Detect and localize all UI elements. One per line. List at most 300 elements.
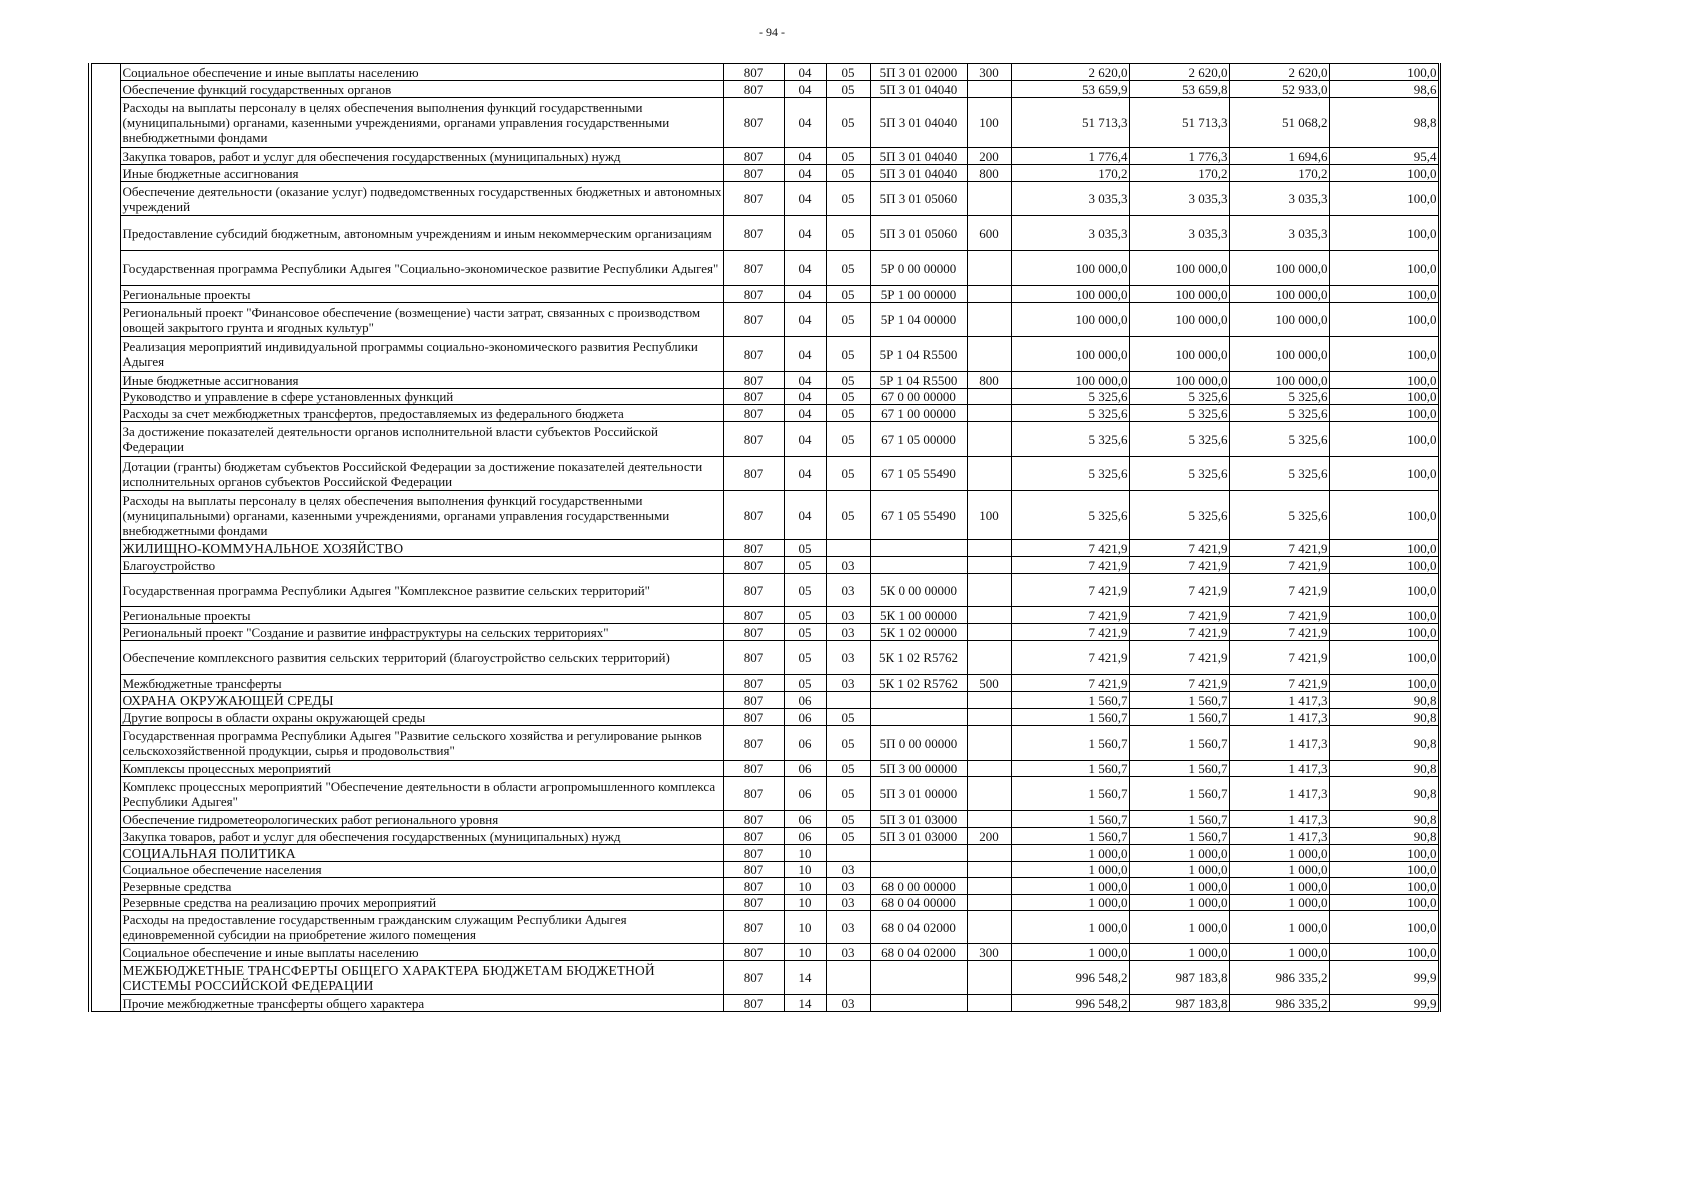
- item-name: МЕЖБЮДЖЕТНЫЕ ТРАНСФЕРТЫ ОБЩЕГО ХАРАКТЕРА БЮДЖЕТАМ БЮДЖЕТНОЙ СИСТЕМЫ РОССИЙСКОЙ ФЕДЕРАЦИИ: [120, 961, 723, 995]
- code-section: 06: [784, 828, 826, 845]
- table-row: [90, 761, 1439, 777]
- code-section: 05: [784, 557, 826, 574]
- amount-1: 100 000,0: [1011, 372, 1129, 389]
- code-section: 05: [784, 574, 826, 607]
- table-row: [90, 862, 1439, 878]
- row-margin-cell: [90, 641, 120, 675]
- code-target-article: 5П 3 01 04040: [870, 98, 967, 148]
- amount-3: 7 421,9: [1229, 540, 1329, 557]
- code-expense-type: 200: [967, 828, 1011, 845]
- code-ved: 807: [723, 165, 784, 182]
- item-name: Закупка товаров, работ и услуг для обеспечения государственных (муниципальных) нужд: [120, 148, 723, 165]
- item-name: Социальное обеспечение населения: [120, 862, 723, 878]
- code-target-article: 5Р 0 00 00000: [870, 251, 967, 286]
- amount-3: 5 325,6: [1229, 389, 1329, 405]
- code-ved: 807: [723, 64, 784, 81]
- code-expense-type: [967, 607, 1011, 624]
- code-expense-type: 800: [967, 165, 1011, 182]
- code-ved: 807: [723, 574, 784, 607]
- code-subsection: 05: [826, 303, 870, 337]
- code-target-article: 67 1 05 55490: [870, 457, 967, 491]
- code-expense-type: [967, 557, 1011, 574]
- amount-3: 3 035,3: [1229, 216, 1329, 251]
- code-expense-type: [967, 911, 1011, 944]
- amount-2: 2 620,0: [1129, 64, 1229, 81]
- code-subsection: 05: [826, 182, 870, 216]
- amount-2: 7 421,9: [1129, 607, 1229, 624]
- amount-1: 100 000,0: [1011, 337, 1129, 372]
- amount-2: 5 325,6: [1129, 491, 1229, 540]
- row-margin-cell: [90, 182, 120, 216]
- code-target-article: 5П 3 01 00000: [870, 777, 967, 811]
- amount-1: 1 000,0: [1011, 895, 1129, 911]
- amount-3: 1 000,0: [1229, 911, 1329, 944]
- percent: 98,8: [1329, 98, 1439, 148]
- code-section: 06: [784, 777, 826, 811]
- percent: 95,4: [1329, 148, 1439, 165]
- code-ved: 807: [723, 845, 784, 862]
- code-ved: 807: [723, 811, 784, 828]
- row-margin-cell: [90, 692, 120, 709]
- code-section: 10: [784, 862, 826, 878]
- code-section: 10: [784, 944, 826, 961]
- amount-3: 7 421,9: [1229, 607, 1329, 624]
- amount-3: 51 068,2: [1229, 98, 1329, 148]
- amount-1: 7 421,9: [1011, 624, 1129, 641]
- amount-2: 1 000,0: [1129, 944, 1229, 961]
- code-target-article: 5К 0 00 00000: [870, 574, 967, 607]
- row-margin-cell: [90, 405, 120, 422]
- code-ved: 807: [723, 148, 784, 165]
- amount-3: 1 417,3: [1229, 777, 1329, 811]
- amount-1: 996 548,2: [1011, 961, 1129, 995]
- code-subsection: 05: [826, 216, 870, 251]
- amount-3: 5 325,6: [1229, 422, 1329, 457]
- code-subsection: 05: [826, 777, 870, 811]
- code-section: 05: [784, 607, 826, 624]
- amount-1: 5 325,6: [1011, 405, 1129, 422]
- amount-3: 1 000,0: [1229, 944, 1329, 961]
- percent: 100,0: [1329, 557, 1439, 574]
- amount-2: 987 183,8: [1129, 995, 1229, 1012]
- amount-1: 7 421,9: [1011, 540, 1129, 557]
- row-margin-cell: [90, 337, 120, 372]
- amount-1: 53 659,9: [1011, 81, 1129, 98]
- code-subsection: 03: [826, 944, 870, 961]
- amount-2: 5 325,6: [1129, 389, 1229, 405]
- code-expense-type: 300: [967, 944, 1011, 961]
- item-name: Обеспечение функций государственных органов: [120, 81, 723, 98]
- row-margin-cell: [90, 457, 120, 491]
- code-section: 04: [784, 216, 826, 251]
- code-expense-type: [967, 845, 1011, 862]
- amount-2: 53 659,8: [1129, 81, 1229, 98]
- code-expense-type: [967, 457, 1011, 491]
- code-subsection: 05: [826, 64, 870, 81]
- amount-3: 2 620,0: [1229, 64, 1329, 81]
- code-subsection: 03: [826, 574, 870, 607]
- item-name: Региональные проекты: [120, 286, 723, 303]
- code-target-article: 5П 3 00 00000: [870, 761, 967, 777]
- amount-2: 100 000,0: [1129, 337, 1229, 372]
- code-section: 10: [784, 878, 826, 895]
- code-expense-type: [967, 811, 1011, 828]
- code-section: 04: [784, 251, 826, 286]
- code-section: 05: [784, 540, 826, 557]
- amount-3: 100 000,0: [1229, 251, 1329, 286]
- amount-2: 100 000,0: [1129, 303, 1229, 337]
- code-expense-type: [967, 692, 1011, 709]
- table-row: [90, 811, 1439, 828]
- code-expense-type: [967, 251, 1011, 286]
- amount-3: 1 000,0: [1229, 878, 1329, 895]
- code-section: 06: [784, 692, 826, 709]
- table-row: [90, 641, 1439, 675]
- row-margin-cell: [90, 540, 120, 557]
- code-target-article: [870, 692, 967, 709]
- code-subsection: 05: [826, 422, 870, 457]
- percent: 100,0: [1329, 405, 1439, 422]
- amount-2: 1 560,7: [1129, 726, 1229, 761]
- code-ved: 807: [723, 337, 784, 372]
- amount-3: 7 421,9: [1229, 675, 1329, 692]
- amount-1: 5 325,6: [1011, 422, 1129, 457]
- code-target-article: 5П 3 01 04040: [870, 81, 967, 98]
- code-subsection: 05: [826, 709, 870, 726]
- code-ved: 807: [723, 641, 784, 675]
- amount-3: 1 417,3: [1229, 828, 1329, 845]
- item-name: Обеспечение деятельности (оказание услуг) подведомственных государственных бюджетных и автономных учреждений: [120, 182, 723, 216]
- percent: 100,0: [1329, 944, 1439, 961]
- code-ved: 807: [723, 405, 784, 422]
- code-section: 04: [784, 64, 826, 81]
- amount-1: 100 000,0: [1011, 286, 1129, 303]
- code-target-article: 5Р 1 04 R5500: [870, 372, 967, 389]
- row-margin-cell: [90, 878, 120, 895]
- code-ved: 807: [723, 389, 784, 405]
- code-subsection: 05: [826, 286, 870, 303]
- amount-1: 1 000,0: [1011, 862, 1129, 878]
- percent: 100,0: [1329, 286, 1439, 303]
- code-subsection: 03: [826, 607, 870, 624]
- item-name: Государственная программа Республики Адыгея "Комплексное развитие сельских территорий": [120, 574, 723, 607]
- row-margin-cell: [90, 389, 120, 405]
- amount-3: 1 000,0: [1229, 862, 1329, 878]
- table-row: [90, 165, 1439, 182]
- row-margin-cell: [90, 607, 120, 624]
- percent: 100,0: [1329, 878, 1439, 895]
- code-ved: 807: [723, 182, 784, 216]
- amount-1: 1 000,0: [1011, 944, 1129, 961]
- code-subsection: [826, 540, 870, 557]
- code-expense-type: [967, 624, 1011, 641]
- row-margin-cell: [90, 895, 120, 911]
- item-name: Резервные средства на реализацию прочих мероприятий: [120, 895, 723, 911]
- code-target-article: 5П 0 00 00000: [870, 726, 967, 761]
- amount-2: 5 325,6: [1129, 405, 1229, 422]
- code-target-article: [870, 961, 967, 995]
- table-row: [90, 64, 1439, 81]
- item-name: Обеспечение гидрометеорологических работ регионального уровня: [120, 811, 723, 828]
- amount-1: 7 421,9: [1011, 641, 1129, 675]
- code-target-article: 5К 1 02 00000: [870, 624, 967, 641]
- item-name: За достижение показателей деятельности органов исполнительной власти субъектов Российской Федерации: [120, 422, 723, 457]
- amount-1: 5 325,6: [1011, 389, 1129, 405]
- table-row: [90, 692, 1439, 709]
- item-name: Комплексы процессных мероприятий: [120, 761, 723, 777]
- amount-1: 100 000,0: [1011, 251, 1129, 286]
- amount-3: 986 335,2: [1229, 961, 1329, 995]
- percent: 100,0: [1329, 337, 1439, 372]
- item-name: Благоустройство: [120, 557, 723, 574]
- amount-3: 5 325,6: [1229, 457, 1329, 491]
- amount-2: 1 560,7: [1129, 692, 1229, 709]
- amount-1: 7 421,9: [1011, 557, 1129, 574]
- amount-1: 3 035,3: [1011, 182, 1129, 216]
- code-subsection: 03: [826, 675, 870, 692]
- amount-1: 5 325,6: [1011, 457, 1129, 491]
- code-ved: 807: [723, 995, 784, 1012]
- item-name: Иные бюджетные ассигнования: [120, 165, 723, 182]
- row-margin-cell: [90, 624, 120, 641]
- percent: 100,0: [1329, 372, 1439, 389]
- item-name: Государственная программа Республики Адыгея "Социально-экономическое развитие Республики Адыгея": [120, 251, 723, 286]
- amount-1: 1 000,0: [1011, 878, 1129, 895]
- code-section: 04: [784, 98, 826, 148]
- code-section: 14: [784, 995, 826, 1012]
- code-subsection: 03: [826, 557, 870, 574]
- amount-3: 170,2: [1229, 165, 1329, 182]
- amount-3: 7 421,9: [1229, 641, 1329, 675]
- code-target-article: 5К 1 00 00000: [870, 607, 967, 624]
- row-margin-cell: [90, 709, 120, 726]
- percent: 100,0: [1329, 251, 1439, 286]
- code-section: 06: [784, 761, 826, 777]
- percent: 90,8: [1329, 811, 1439, 828]
- code-ved: 807: [723, 862, 784, 878]
- code-ved: 807: [723, 303, 784, 337]
- item-name: СОЦИАЛЬНАЯ ПОЛИТИКА: [120, 845, 723, 862]
- code-subsection: 05: [826, 165, 870, 182]
- code-ved: 807: [723, 251, 784, 286]
- amount-2: 1 560,7: [1129, 777, 1229, 811]
- amount-3: 3 035,3: [1229, 182, 1329, 216]
- code-subsection: 05: [826, 491, 870, 540]
- percent: 90,8: [1329, 709, 1439, 726]
- code-target-article: 67 1 05 55490: [870, 491, 967, 540]
- amount-3: 100 000,0: [1229, 337, 1329, 372]
- percent: 100,0: [1329, 895, 1439, 911]
- amount-2: 51 713,3: [1129, 98, 1229, 148]
- amount-3: 1 417,3: [1229, 811, 1329, 828]
- item-name: Предоставление субсидий бюджетным, автономным учреждениям и иным некоммерческим организациям: [120, 216, 723, 251]
- item-name: Комплекс процессных мероприятий "Обеспечение деятельности в области агропромышленного комплекса Республики Адыгея": [120, 777, 723, 811]
- table-row: [90, 878, 1439, 895]
- code-ved: 807: [723, 491, 784, 540]
- code-subsection: 05: [826, 457, 870, 491]
- table-row: [90, 98, 1439, 148]
- table-row: [90, 182, 1439, 216]
- code-subsection: 03: [826, 895, 870, 911]
- percent: 100,0: [1329, 624, 1439, 641]
- percent: 100,0: [1329, 491, 1439, 540]
- code-section: 04: [784, 81, 826, 98]
- table-row: [90, 895, 1439, 911]
- amount-1: 996 548,2: [1011, 995, 1129, 1012]
- amount-2: 170,2: [1129, 165, 1229, 182]
- code-subsection: 05: [826, 98, 870, 148]
- table-row: [90, 624, 1439, 641]
- percent: 90,8: [1329, 828, 1439, 845]
- code-target-article: 5П 3 01 05060: [870, 216, 967, 251]
- row-margin-cell: [90, 726, 120, 761]
- row-margin-cell: [90, 286, 120, 303]
- code-expense-type: 800: [967, 372, 1011, 389]
- code-section: 10: [784, 911, 826, 944]
- code-ved: 807: [723, 81, 784, 98]
- percent: 100,0: [1329, 911, 1439, 944]
- code-expense-type: 600: [967, 216, 1011, 251]
- code-subsection: 05: [826, 389, 870, 405]
- code-ved: 807: [723, 422, 784, 457]
- amount-3: 100 000,0: [1229, 372, 1329, 389]
- amount-3: 1 000,0: [1229, 895, 1329, 911]
- row-margin-cell: [90, 98, 120, 148]
- code-target-article: 5П 3 01 03000: [870, 828, 967, 845]
- code-ved: 807: [723, 709, 784, 726]
- code-subsection: 03: [826, 878, 870, 895]
- item-name: Региональный проект "Финансовое обеспечение (возмещение) части затрат, связанных с производством овощей закрытого грунта и ягодных культур": [120, 303, 723, 337]
- code-section: 04: [784, 491, 826, 540]
- code-section: 04: [784, 165, 826, 182]
- code-ved: 807: [723, 457, 784, 491]
- percent: 100,0: [1329, 165, 1439, 182]
- budget-table: [88, 63, 1441, 1012]
- code-expense-type: [967, 422, 1011, 457]
- table-row: [90, 828, 1439, 845]
- code-expense-type: [967, 895, 1011, 911]
- percent: 98,6: [1329, 81, 1439, 98]
- code-expense-type: [967, 540, 1011, 557]
- item-name: Обеспечение комплексного развития сельских территорий (благоустройство сельских территорий): [120, 641, 723, 675]
- percent: 100,0: [1329, 422, 1439, 457]
- item-name: Руководство и управление в сфере установленных функций: [120, 389, 723, 405]
- row-margin-cell: [90, 557, 120, 574]
- code-ved: 807: [723, 895, 784, 911]
- percent: 100,0: [1329, 216, 1439, 251]
- table-row: [90, 726, 1439, 761]
- percent: 99,9: [1329, 961, 1439, 995]
- code-target-article: 68 0 04 02000: [870, 944, 967, 961]
- code-section: 10: [784, 895, 826, 911]
- code-expense-type: [967, 337, 1011, 372]
- code-expense-type: [967, 81, 1011, 98]
- code-ved: 807: [723, 607, 784, 624]
- code-target-article: 67 0 00 00000: [870, 389, 967, 405]
- amount-2: 100 000,0: [1129, 372, 1229, 389]
- code-subsection: 03: [826, 911, 870, 944]
- percent: 100,0: [1329, 182, 1439, 216]
- row-margin-cell: [90, 944, 120, 961]
- code-subsection: [826, 845, 870, 862]
- code-ved: 807: [723, 540, 784, 557]
- code-expense-type: 200: [967, 148, 1011, 165]
- code-subsection: 05: [826, 828, 870, 845]
- amount-2: 1 000,0: [1129, 862, 1229, 878]
- amount-2: 5 325,6: [1129, 422, 1229, 457]
- item-name: Другие вопросы в области охраны окружающей среды: [120, 709, 723, 726]
- amount-3: 7 421,9: [1229, 624, 1329, 641]
- code-target-article: 68 0 00 00000: [870, 878, 967, 895]
- amount-1: 1 560,7: [1011, 777, 1129, 811]
- table-row: [90, 251, 1439, 286]
- percent: 100,0: [1329, 64, 1439, 81]
- row-margin-cell: [90, 81, 120, 98]
- percent: 90,8: [1329, 761, 1439, 777]
- code-target-article: [870, 557, 967, 574]
- item-name: Региональный проект "Создание и развитие инфраструктуры на сельских территориях": [120, 624, 723, 641]
- code-subsection: [826, 961, 870, 995]
- table-row: [90, 709, 1439, 726]
- code-section: 06: [784, 709, 826, 726]
- code-section: 06: [784, 726, 826, 761]
- code-expense-type: [967, 761, 1011, 777]
- code-subsection: 05: [826, 337, 870, 372]
- code-subsection: 05: [826, 405, 870, 422]
- amount-2: 1 776,3: [1129, 148, 1229, 165]
- code-ved: 807: [723, 911, 784, 944]
- percent: 100,0: [1329, 303, 1439, 337]
- amount-2: 1 560,7: [1129, 811, 1229, 828]
- row-margin-cell: [90, 216, 120, 251]
- table-row: [90, 491, 1439, 540]
- row-margin-cell: [90, 303, 120, 337]
- code-expense-type: 500: [967, 675, 1011, 692]
- amount-3: 100 000,0: [1229, 303, 1329, 337]
- code-section: 04: [784, 457, 826, 491]
- code-subsection: [826, 692, 870, 709]
- code-ved: 807: [723, 98, 784, 148]
- code-ved: 807: [723, 961, 784, 995]
- amount-1: 2 620,0: [1011, 64, 1129, 81]
- code-expense-type: [967, 641, 1011, 675]
- code-expense-type: [967, 777, 1011, 811]
- amount-3: 1 417,3: [1229, 726, 1329, 761]
- amount-2: 1 000,0: [1129, 845, 1229, 862]
- amount-3: 5 325,6: [1229, 491, 1329, 540]
- table-row: [90, 961, 1439, 995]
- table-row: [90, 286, 1439, 303]
- amount-3: 1 417,3: [1229, 761, 1329, 777]
- code-section: 06: [784, 811, 826, 828]
- percent: 99,9: [1329, 995, 1439, 1012]
- item-name: Закупка товаров, работ и услуг для обеспечения государственных (муниципальных) нужд: [120, 828, 723, 845]
- code-target-article: 67 1 05 00000: [870, 422, 967, 457]
- code-section: 04: [784, 286, 826, 303]
- row-margin-cell: [90, 165, 120, 182]
- code-target-article: 5П 3 01 04040: [870, 148, 967, 165]
- item-name: Дотации (гранты) бюджетам субъектов Российской Федерации за достижение показателей деятельности исполнительных органов субъектов Российской Федерации: [120, 457, 723, 491]
- code-section: 14: [784, 961, 826, 995]
- code-expense-type: 100: [967, 491, 1011, 540]
- item-name: Иные бюджетные ассигнования: [120, 372, 723, 389]
- percent: 100,0: [1329, 607, 1439, 624]
- amount-2: 100 000,0: [1129, 251, 1229, 286]
- amount-1: 1 776,4: [1011, 148, 1129, 165]
- code-expense-type: [967, 389, 1011, 405]
- code-target-article: 68 0 04 00000: [870, 895, 967, 911]
- amount-2: 7 421,9: [1129, 574, 1229, 607]
